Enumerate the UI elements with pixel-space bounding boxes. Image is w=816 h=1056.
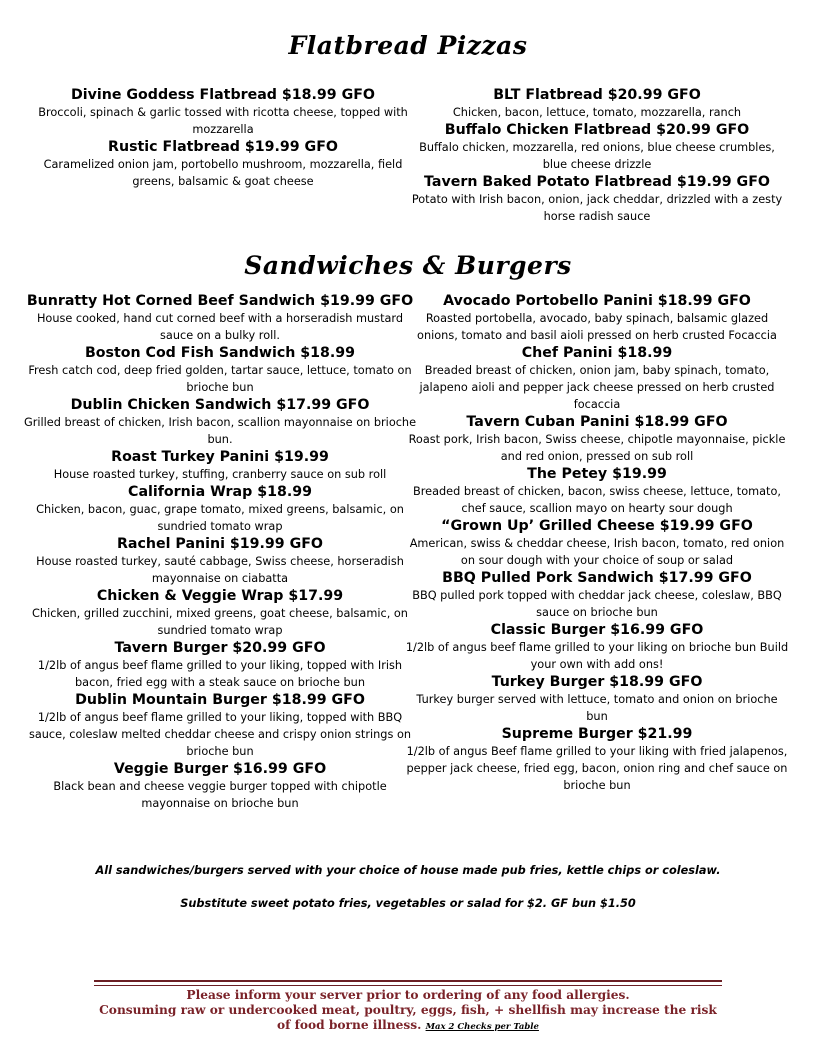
menu-item-name: Rachel Panini $19.99 GFO — [117, 536, 323, 552]
menu-item-description: 1/2lb of angus beef flame grilled to your liking on brioche bun Build your own with add ons! — [405, 641, 789, 671]
menu-item-description: Roasted portobella, avocado, baby spinach, balsamic glazed onions, tomato and basil aioli pressed on herb crusted Focaccia — [417, 312, 777, 342]
flatbread-left-column — [30, 86, 416, 190]
menu-item — [404, 121, 790, 173]
menu-item-name: Tavern Cuban Panini $18.99 GFO — [466, 414, 728, 430]
menu-item — [404, 86, 790, 121]
menu-item-description: Potato with Irish bacon, onion, jack cheddar, drizzled with a zesty horse radish sauce — [411, 193, 783, 223]
raw-food-warning — [94, 1003, 722, 1035]
menu-item-description: 1/2lb of angus beef flame grilled to your liking, topped with BBQ sauce, coleslaw melted cheddar cheese and crispy onion strings on brioche bun — [28, 711, 412, 758]
menu-item — [20, 344, 420, 396]
menu-item — [20, 396, 420, 448]
menu-item-name: Tavern Burger $20.99 GFO — [114, 640, 326, 656]
menu-item — [402, 517, 792, 569]
menu-item — [20, 448, 420, 483]
menu-item-name: BBQ Pulled Pork Sandwich $17.99 GFO — [442, 570, 752, 586]
menu-item — [20, 587, 420, 639]
menu-item — [30, 86, 416, 138]
footer-divider — [94, 980, 722, 982]
menu-item — [402, 344, 792, 413]
menu-item-description: House roasted turkey, sauté cabbage, Swiss cheese, horseradish mayonnaise on ciabatta — [36, 555, 404, 585]
menu-item — [30, 138, 416, 190]
menu-item-description: Chicken, grilled zucchini, mixed greens, goat cheese, balsamic, on sundried tomato wrap — [32, 607, 408, 637]
menu-item-description: House cooked, hand cut corned beef with a horseradish mustard sauce on a bulky roll. — [36, 312, 404, 342]
menu-item-name: Turkey Burger $18.99 GFO — [491, 674, 703, 690]
menu-item — [20, 760, 420, 812]
menu-item-name: California Wrap $18.99 — [128, 484, 312, 500]
menu-item — [404, 173, 790, 225]
flatbread-right-column — [404, 86, 790, 225]
menu-item-description: 1/2lb of angus beef flame grilled to your liking, topped with Irish bacon, fried egg with a steak sauce on brioche bun — [37, 659, 403, 689]
menu-item-name: Buffalo Chicken Flatbread $20.99 GFO — [444, 122, 750, 138]
raw-food-warning-text: Consuming raw or undercooked meat, poultry, eggs, fish, + shellfish may increase the risk of food borne illness — [99, 1003, 717, 1032]
sides-note: All sandwiches/burgers served with your choice of house made pub fries, kettle chips or coleslaw. — [95, 864, 721, 877]
allergy-notice: Please inform your server prior to ordering of any food allergies. — [186, 988, 630, 1002]
menu-item — [20, 292, 420, 344]
menu-item-name: Rustic Flatbread $19.99 GFO — [108, 139, 338, 155]
allergy-footer — [94, 988, 722, 1035]
menu-item-name: Supreme Burger $21.99 — [501, 726, 693, 742]
menu-item — [402, 621, 792, 673]
menu-item-description: Fresh catch cod, deep fried golden, tartar sauce, lettuce, tomato on brioche bun — [28, 364, 412, 394]
menu-item-description: BBQ pulled pork topped with cheddar jack cheese, coleslaw, BBQ sauce on brioche bun — [412, 589, 782, 619]
menu-item — [402, 413, 792, 465]
menu-item-name: Tavern Baked Potato Flatbread $19.99 GFO — [424, 174, 770, 190]
menu-item-name: Bunratty Hot Corned Beef Sandwich $19.99 GFO — [26, 293, 414, 309]
menu-item-description: Broccoli, spinach & garlic tossed with ricotta cheese, topped with mozzarella — [38, 106, 408, 136]
menu-item-description: Chicken, bacon, guac, grape tomato, mixed greens, balsamic, on sundried tomato wrap — [36, 503, 404, 533]
menu-item-description: Grilled breast of chicken, Irish bacon, scallion mayonnaise on brioche bun. — [23, 416, 417, 446]
menu-item-name: Dublin Chicken Sandwich $17.99 GFO — [70, 397, 370, 413]
menu-item-name: BLT Flatbread $20.99 GFO — [493, 87, 701, 103]
menu-item — [402, 569, 792, 621]
menu-item-description: Caramelized onion jam, portobello mushroom, mozzarella, field greens, balsamic & goat cheese — [43, 158, 403, 188]
menu-item-name: Roast Turkey Panini $19.99 — [111, 449, 329, 465]
menu-item — [402, 725, 792, 794]
sandwiches-left-column — [20, 292, 420, 812]
menu-item — [20, 483, 420, 535]
menu-item-description: 1/2lb of angus Beef flame grilled to your liking with fried jalapenos, pepper jack cheese, fried egg, bacon, onion ring and chef sauce on brioche bun — [406, 745, 788, 792]
menu-item-description: Chicken, bacon, lettuce, tomato, mozzarella, ranch — [452, 106, 742, 119]
check-limit-note: Max 2 Checks per Table — [425, 1022, 539, 1032]
substitute-note: Substitute sweet potato fries, vegetables or salad for $2. GF bun $1.50 — [180, 897, 636, 910]
menu-item — [402, 465, 792, 517]
flatbread-section-title: Flatbread Pizzas — [288, 31, 528, 60]
menu-item-description: American, swiss & cheddar cheese, Irish bacon, tomato, red onion on sour dough with your choice of soup or salad — [409, 537, 785, 567]
menu-item-name: “Grown Up’ Grilled Cheese $19.99 GFO — [441, 518, 753, 534]
menu-item-name: Chef Panini $18.99 — [521, 345, 673, 361]
menu-item-name: Avocado Portobello Panini $18.99 GFO — [443, 293, 751, 309]
footer-divider-thin — [94, 985, 722, 986]
sandwiches-right-column — [402, 292, 792, 794]
menu-item — [20, 691, 420, 760]
menu-item-name: Dublin Mountain Burger $18.99 GFO — [75, 692, 365, 708]
menu-item-name: Divine Goddess Flatbread $18.99 GFO — [70, 87, 375, 103]
menu-item-description: Buffalo chicken, mozzarella, red onions, blue cheese crumbles, blue cheese drizzle — [419, 141, 775, 171]
menu-item-name: Chicken & Veggie Wrap $17.99 — [96, 588, 344, 604]
menu-item — [402, 673, 792, 725]
menu-item-name: The Petey $19.99 — [527, 466, 667, 482]
menu-item-name: Classic Burger $16.99 GFO — [490, 622, 704, 638]
menu-item — [402, 292, 792, 344]
menu-item — [20, 639, 420, 691]
sandwiches-section-title: Sandwiches & Burgers — [244, 251, 572, 280]
menu-item-name: Boston Cod Fish Sandwich $18.99 — [84, 345, 356, 361]
menu-item — [20, 535, 420, 587]
menu-item-description: House roasted turkey, stuffing, cranberry sauce on sub roll — [53, 468, 387, 481]
warning-period: . — [417, 1018, 422, 1032]
menu-item-description: Breaded breast of chicken, bacon, swiss cheese, lettuce, tomato, chef sauce, scallion mayo on hearty sour dough — [412, 485, 781, 515]
menu-item-description: Breaded breast of chicken, onion jam, baby spinach, tomato, jalapeno aioli and pepper jack cheese pressed on herb crusted focaccia — [419, 364, 775, 411]
menu-item-description: Black bean and cheese veggie burger topped with chipotle mayonnaise on brioche bun — [53, 780, 387, 810]
menu-item-name: Veggie Burger $16.99 GFO — [113, 761, 327, 777]
menu-item-description: Turkey burger served with lettuce, tomato and onion on brioche bun — [416, 693, 778, 723]
menu-item-description: Roast pork, Irish bacon, Swiss cheese, chipotle mayonnaise, pickle and red onion, pressed on sub roll — [408, 433, 786, 463]
